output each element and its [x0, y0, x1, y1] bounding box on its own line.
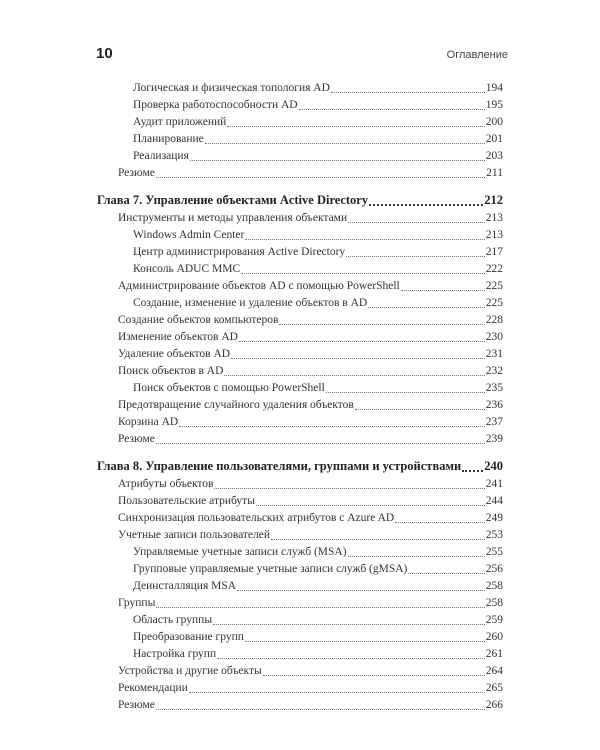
toc-chapter	[97, 191, 503, 210]
toc-entry-title: Поиск объектов с помощью PowerShell	[133, 382, 325, 394]
dot-leader	[331, 92, 485, 93]
toc-entry-page: 260	[485, 631, 503, 643]
dot-leader	[189, 692, 485, 693]
toc-entry	[97, 227, 503, 244]
dot-leader	[224, 375, 484, 376]
toc-entry-title: Глава 7. Управление объектами Active Directory	[97, 193, 369, 207]
toc-entry-title: Синхронизация пользовательских атрибутов с Azure AD	[118, 512, 395, 524]
toc-entry-title: Пользовательские атрибуты	[118, 495, 255, 507]
dot-leader	[214, 488, 484, 489]
page-number: 10	[96, 45, 113, 62]
toc-entry	[97, 493, 503, 510]
toc-entry	[97, 244, 503, 261]
dot-leader	[237, 590, 485, 591]
toc-entry-page: 213	[485, 212, 503, 224]
toc-entry-title: Деинсталляция MSA	[133, 580, 237, 592]
dot-leader	[205, 143, 485, 144]
toc-entry-title: Резюме	[118, 433, 155, 445]
toc-entry	[97, 595, 503, 612]
toc-chapter	[97, 457, 503, 476]
toc-entry	[97, 210, 503, 227]
dot-leader	[346, 256, 485, 257]
toc-entry-page: 239	[485, 433, 503, 445]
toc-entry	[97, 544, 503, 561]
toc-entry-page: 194	[485, 82, 503, 94]
toc-entry	[97, 165, 503, 182]
toc-entry	[97, 278, 503, 295]
dot-leader	[213, 624, 485, 625]
toc-entry-title: Настройка групп	[133, 648, 217, 660]
toc-entry-page: 217	[485, 246, 503, 258]
dot-leader	[369, 204, 483, 206]
toc-entry-page: 236	[485, 399, 503, 411]
toc-entry-title: Атрибуты объектов	[118, 478, 214, 490]
toc-entry-title: Планирование	[133, 133, 204, 145]
dot-leader	[239, 341, 485, 342]
toc-entry-title: Проверка работоспособности AD	[133, 99, 298, 111]
toc-entry-page: 228	[485, 314, 503, 326]
dot-leader	[279, 324, 484, 325]
dot-leader	[156, 709, 485, 710]
dot-leader	[462, 470, 483, 472]
toc-entry-page: 249	[485, 512, 503, 524]
toc-entry	[97, 131, 503, 148]
toc-entry	[97, 363, 503, 380]
toc-entry	[97, 80, 503, 97]
toc-entry-page: 203	[485, 150, 503, 162]
toc-entry-title: Резюме	[118, 699, 155, 711]
toc-entry-page: 265	[485, 682, 503, 694]
toc-entry	[97, 397, 503, 414]
toc-entry-title: Учетные записи пользователей	[118, 529, 271, 541]
toc-entry	[97, 646, 503, 663]
dot-leader	[227, 126, 484, 127]
toc-entry	[97, 527, 503, 544]
toc-entry-page: 258	[485, 597, 503, 609]
dot-leader	[231, 358, 485, 359]
toc-entry	[97, 629, 503, 646]
dot-leader	[368, 307, 485, 308]
toc-entry	[97, 663, 503, 680]
running-title: Оглавление	[446, 49, 508, 61]
toc-entry-page: 212	[484, 193, 503, 207]
dot-leader	[156, 177, 485, 178]
toc-entry-page: 261	[485, 648, 503, 660]
toc-entry-page: 222	[485, 263, 503, 275]
toc-entry-page: 195	[485, 99, 503, 111]
dot-leader	[245, 239, 484, 240]
toc-entry	[97, 476, 503, 493]
toc-entry-title: Предотвращение случайного удаления объектов	[118, 399, 354, 411]
toc-entry-page: 259	[485, 614, 503, 626]
toc-entry	[97, 561, 503, 578]
toc-entry-page: 241	[485, 478, 503, 490]
toc-entry-page: 201	[485, 133, 503, 145]
toc-entry-title: Группы	[118, 597, 156, 609]
toc-entry-title: Устройства и другие объекты	[118, 665, 262, 677]
toc-entry-title: Преобразование групп	[133, 631, 244, 643]
toc-entry	[97, 697, 503, 714]
toc-entry-page: 235	[485, 382, 503, 394]
dot-leader	[408, 573, 484, 574]
toc-entry-title: Удаление объектов AD	[118, 348, 231, 360]
toc-entry	[97, 414, 503, 431]
dot-leader	[401, 290, 485, 291]
toc-entry	[97, 680, 503, 697]
dot-leader	[156, 443, 485, 444]
toc-entry-title: Управляемые учетные записи служб (MSA)	[133, 546, 347, 558]
toc-entry-title: Создание, изменение и удаление объектов в AD	[133, 297, 368, 309]
toc-entry-title: Инструменты и методы управления объектами	[118, 212, 348, 224]
toc-entry	[97, 612, 503, 629]
toc-entry	[97, 510, 503, 527]
toc-entry	[97, 329, 503, 346]
toc-entry-title: Область группы	[133, 614, 213, 626]
dot-leader	[355, 409, 485, 410]
toc-entry-title: Групповые управляемые учетные записи служб (gMSA)	[133, 563, 408, 575]
toc-entry	[97, 261, 503, 278]
toc-entry-title: Windows Admin Center	[133, 229, 245, 241]
toc-entry	[97, 312, 503, 329]
toc-entry-title: Консоль ADUC MMC	[133, 263, 241, 275]
toc-entry-page: 264	[485, 665, 503, 677]
toc-entry-page: 231	[485, 348, 503, 360]
toc-entry	[97, 578, 503, 595]
toc-entry	[97, 295, 503, 312]
toc-entry-title: Аудит приложений	[133, 116, 227, 128]
toc-entry-page: 225	[485, 280, 503, 292]
toc-entry-title: Корзина AD	[118, 416, 179, 428]
dot-leader	[179, 426, 485, 427]
toc-entry-page: 211	[486, 167, 503, 179]
dot-leader	[348, 556, 485, 557]
dot-leader	[299, 109, 485, 110]
toc-entry-title: Создание объектов компьютеров	[118, 314, 279, 326]
toc-entry-title: Реализация	[133, 150, 189, 162]
dot-leader	[245, 641, 485, 642]
dot-leader	[156, 607, 484, 608]
dot-leader	[217, 658, 485, 659]
dot-leader	[348, 222, 485, 223]
toc-entry-page: 255	[485, 546, 503, 558]
toc-entry	[97, 346, 503, 363]
toc-entry-page: 266	[485, 699, 503, 711]
toc-entry-title: Администрирование объектов AD с помощью PowerShell	[118, 280, 400, 292]
toc-entry-page: 230	[485, 331, 503, 343]
toc-entry-title: Центр администрирования Active Directory	[133, 246, 346, 258]
dot-leader	[395, 522, 485, 523]
toc-entry	[97, 148, 503, 165]
toc-entry-page: 232	[485, 365, 503, 377]
toc-entry-title: Глава 8. Управление пользователями, группами и устройствами	[97, 459, 462, 473]
toc-entry	[97, 431, 503, 448]
toc-entry-page: 256	[485, 563, 503, 575]
toc-entry-page: 225	[485, 297, 503, 309]
toc-entry	[97, 114, 503, 131]
toc-entry	[97, 380, 503, 397]
toc-entry	[97, 97, 503, 114]
dot-leader	[271, 539, 485, 540]
toc-entry-page: 258	[485, 580, 503, 592]
toc-entry-title: Логическая и физическая топология AD	[133, 82, 330, 94]
toc-entry-page: 200	[485, 116, 503, 128]
dot-leader	[190, 160, 485, 161]
dot-leader	[326, 392, 485, 393]
toc-entry-title: Поиск объектов в AD	[118, 365, 224, 377]
toc-entry-title: Рекомендации	[118, 682, 188, 694]
toc-entry-page: 213	[485, 229, 503, 241]
dot-leader	[241, 273, 485, 274]
toc-entry-title: Резюме	[118, 167, 155, 179]
toc-entry-page: 244	[485, 495, 503, 507]
toc-entry-page: 237	[485, 416, 503, 428]
dot-leader	[256, 505, 485, 506]
toc-entry-page: 240	[484, 459, 503, 473]
toc-entry-page: 253	[485, 529, 503, 541]
dot-leader	[263, 675, 485, 676]
table-of-contents	[97, 80, 503, 714]
toc-entry-title: Изменение объектов AD	[118, 331, 238, 343]
